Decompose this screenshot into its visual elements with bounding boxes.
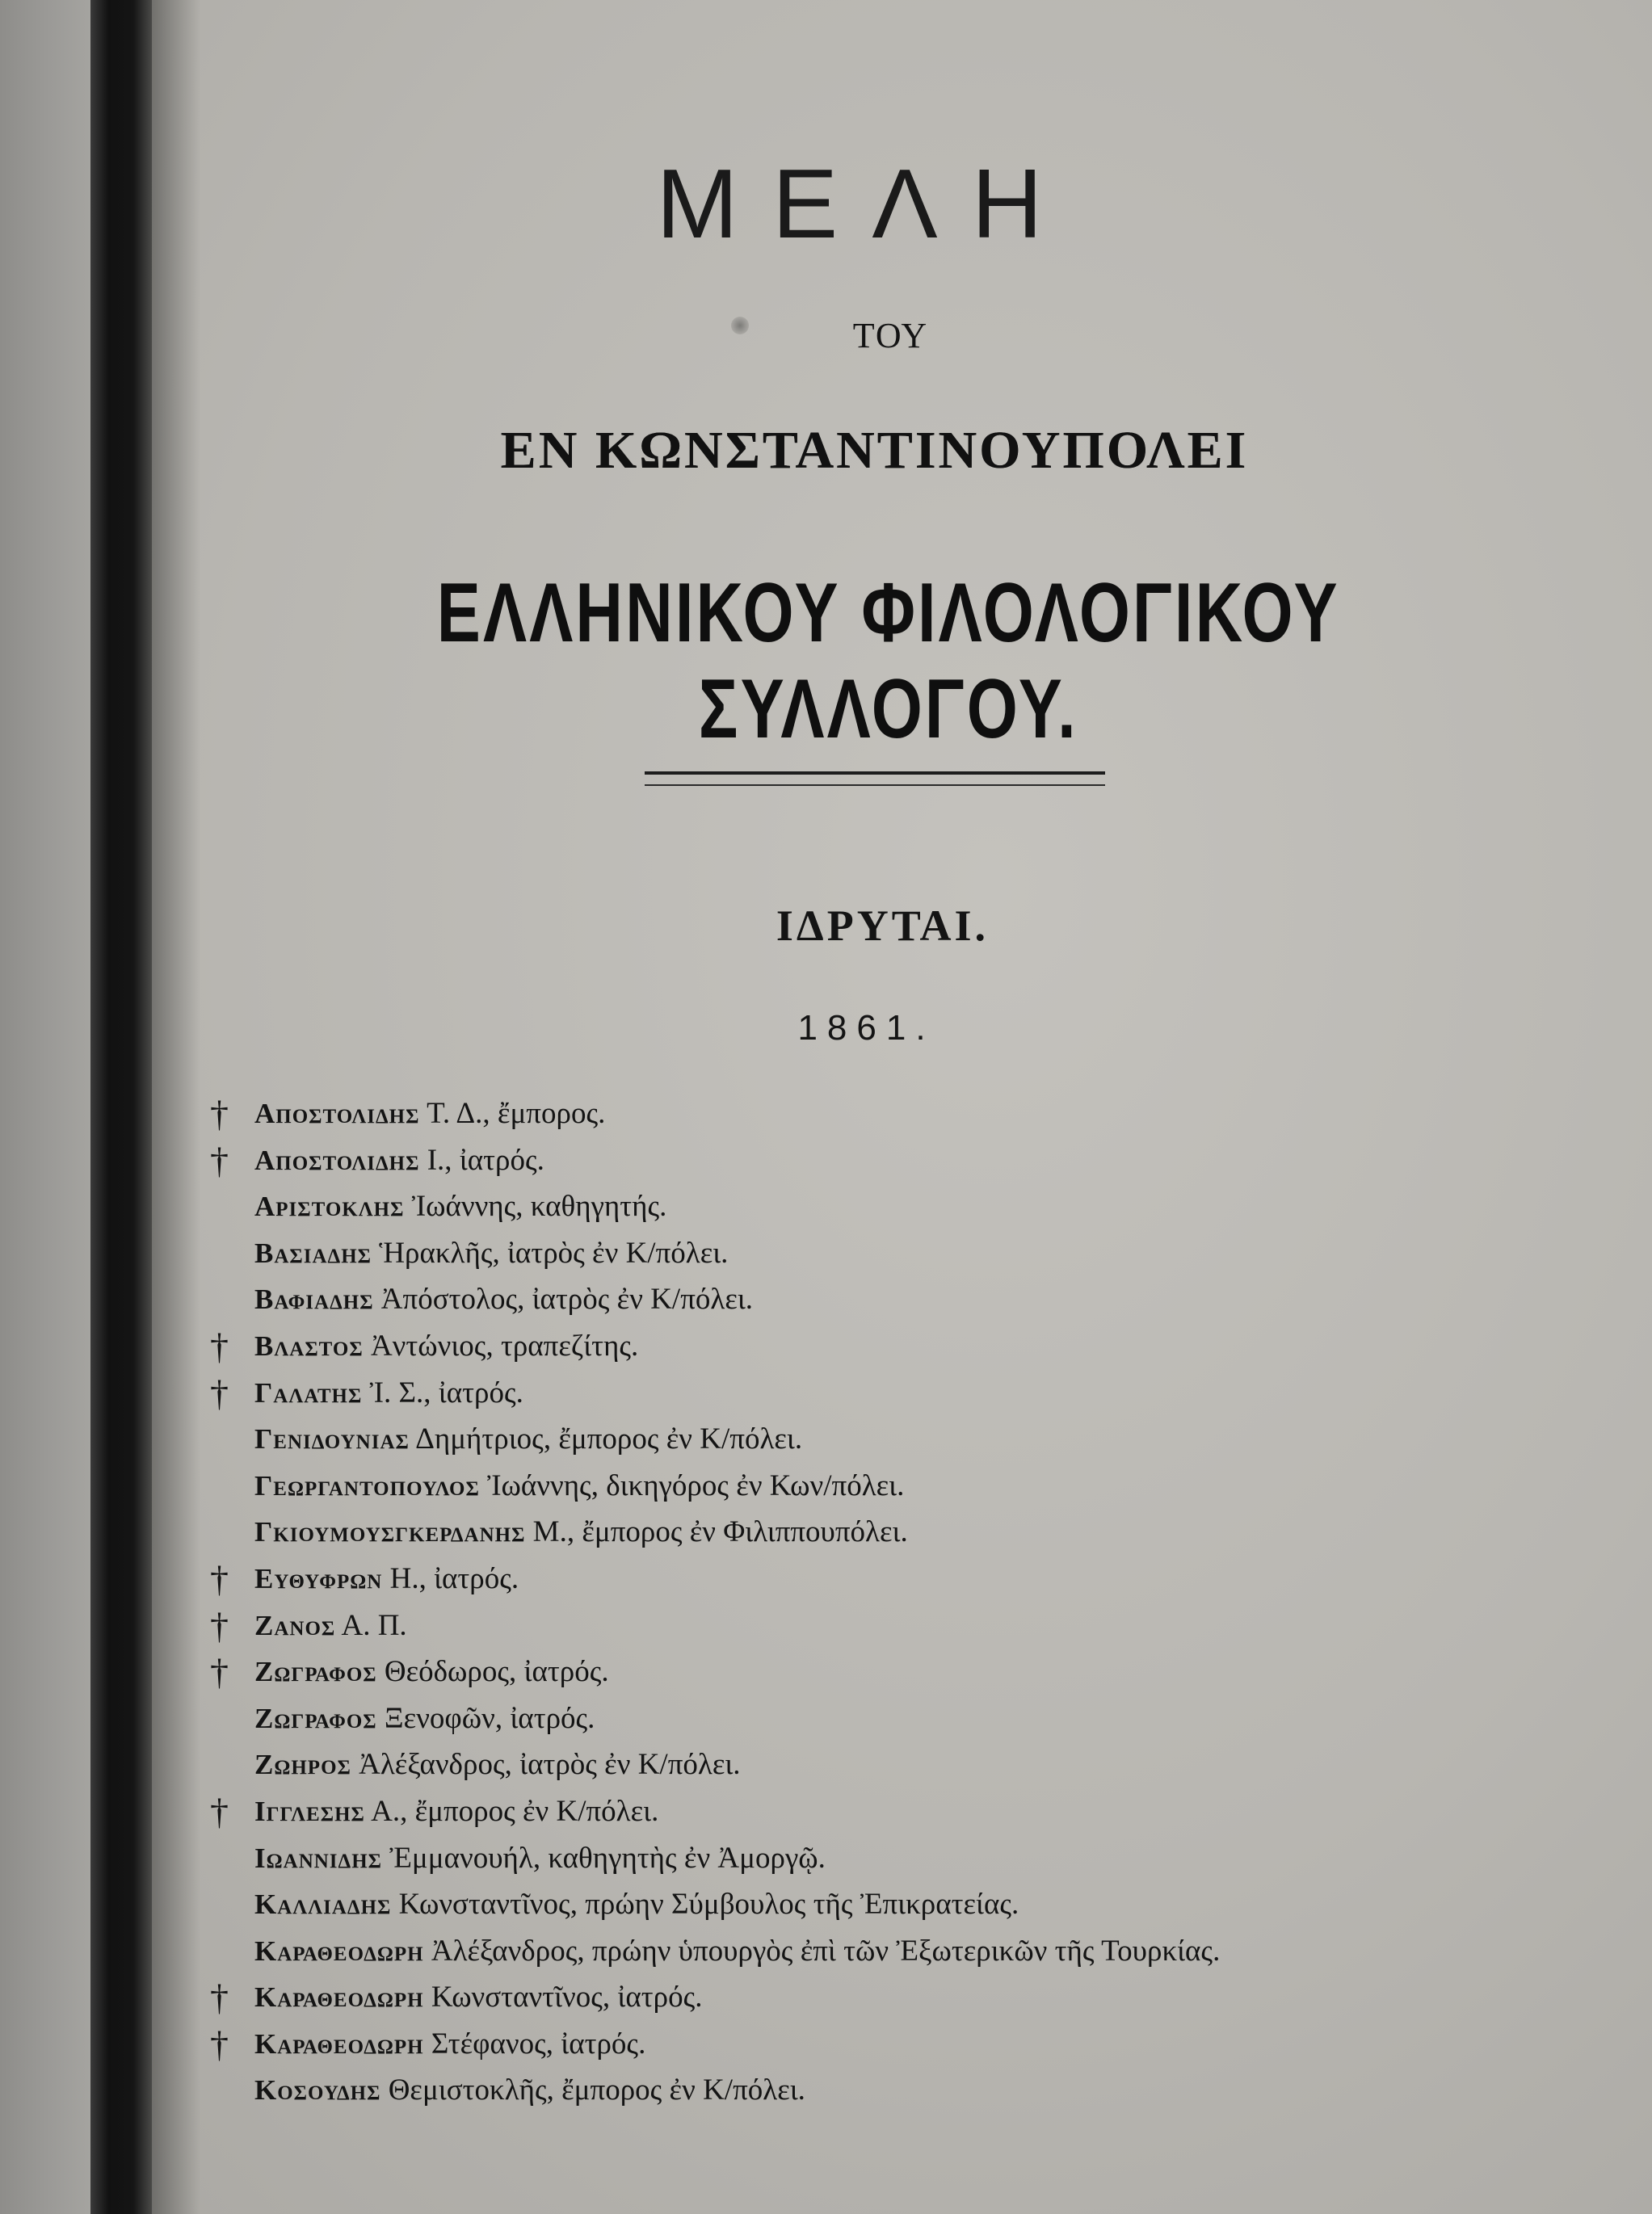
member-details: Ι., ἰατρός. bbox=[427, 1143, 544, 1177]
member-surname: Ζανος bbox=[254, 1609, 336, 1641]
list-item bbox=[210, 1695, 1503, 1742]
member-details: Ἀλέξανδρος, πρώην ὑπουργὸς ἐπὶ τῶν Ἐξωτερικῶν τῆς Τουρκίας. bbox=[431, 1934, 1221, 1968]
member-surname: Βλαστος bbox=[254, 1330, 364, 1362]
list-item bbox=[210, 1974, 1503, 2021]
member-surname: Ιωαννιδης bbox=[254, 1842, 382, 1874]
member-surname: Ζωηρος bbox=[254, 1749, 351, 1781]
member-surname: Γεωργαντοπουλος bbox=[254, 1469, 480, 1502]
member-surname: Καραθεοδωρη bbox=[254, 1935, 424, 1967]
dagger-mark: † bbox=[210, 1093, 229, 1134]
member-surname: Καραθεοδωρη bbox=[254, 1981, 424, 2014]
member-surname: Κοσουδης bbox=[254, 2074, 381, 2107]
section-title: ΙΔΡΥΤΑΙ. bbox=[776, 901, 990, 950]
member-surname: Γενιδουνιας bbox=[254, 1423, 410, 1456]
member-surname: Γαλατης bbox=[254, 1376, 363, 1409]
list-item bbox=[210, 1741, 1503, 1788]
member-surname: Γκιουμουσγκερδανης bbox=[254, 1516, 526, 1548]
title-of: ΤΟΥ bbox=[852, 316, 929, 355]
dagger-mark: † bbox=[210, 1372, 229, 1414]
title-city: ΕΝ ΚΩΝΣΤΑΝΤΙΝΟΥΠΟΛΕΙ bbox=[500, 421, 1249, 480]
dagger-mark: † bbox=[210, 1325, 229, 1367]
member-list bbox=[210, 1090, 1503, 2114]
dagger-mark: † bbox=[210, 1977, 229, 2019]
member-surname: Καλλιαδης bbox=[254, 1888, 392, 1921]
member-details: Ἰωάννης, καθηγητής. bbox=[411, 1190, 667, 1224]
member-details: Ἀλέξανδρος, ἰατρὸς ἐν Κ/πόλει. bbox=[359, 1748, 741, 1782]
list-item bbox=[210, 1603, 1503, 1649]
list-item bbox=[210, 2021, 1503, 2068]
member-details: Α., ἔμπορος ἐν Κ/πόλει. bbox=[371, 1794, 659, 1828]
list-item bbox=[210, 1881, 1503, 1928]
member-surname: Αποστολιδης bbox=[254, 1098, 420, 1129]
list-item bbox=[210, 1370, 1503, 1417]
dagger-mark: † bbox=[210, 2023, 229, 2065]
dagger-mark: † bbox=[210, 1139, 229, 1181]
member-details: Θεμιστοκλῆς, ἔμπορος ἐν Κ/πόλει. bbox=[388, 2073, 805, 2107]
member-details: Τ. Δ., ἔμπορος. bbox=[427, 1097, 606, 1130]
list-item bbox=[210, 1416, 1503, 1463]
list-item bbox=[210, 1509, 1503, 1556]
member-details: Ἀντώνιος, τραπεζίτης. bbox=[370, 1329, 639, 1363]
list-item bbox=[210, 1835, 1503, 1882]
member-details: Η., ἰατρός. bbox=[389, 1561, 519, 1595]
member-details: Α. Π. bbox=[341, 1608, 407, 1642]
member-surname: Καραθεοδωρη bbox=[254, 2027, 424, 2060]
member-details: Ξενοφῶν, ἰατρός. bbox=[384, 1701, 595, 1735]
list-item bbox=[210, 1649, 1503, 1695]
member-details: Ἰωάννης, δικηγόρος ἐν Κων/πόλει. bbox=[487, 1468, 905, 1502]
list-item bbox=[210, 1230, 1503, 1277]
list-item bbox=[210, 2067, 1503, 2114]
list-item bbox=[210, 1556, 1503, 1603]
member-details: Μ., ἔμπορος ἐν Φιλιππουπόλει. bbox=[532, 1515, 908, 1549]
member-details: Κωνσταντῖνος, ἰατρός. bbox=[431, 1981, 703, 2014]
member-details: Ἡρακλῆς, ἰατρὸς ἐν Κ/πόλει. bbox=[379, 1236, 729, 1270]
member-surname: Ζωγραφος bbox=[254, 1702, 377, 1734]
member-details: Ἐμμανουήλ, καθηγητὴς ἐν Ἀμοργῷ. bbox=[389, 1841, 826, 1875]
page-title: ΜΕΛΗ bbox=[656, 149, 1077, 258]
member-surname: Βαφιαδης bbox=[254, 1283, 374, 1316]
member-details: Ἰ. Σ., ἰατρός. bbox=[369, 1376, 523, 1409]
member-details: Στέφανος, ἰατρός. bbox=[431, 2027, 646, 2061]
dagger-mark: † bbox=[210, 1790, 229, 1832]
list-item bbox=[210, 1323, 1503, 1370]
list-item bbox=[210, 1090, 1503, 1137]
section-year: 1861. bbox=[797, 1008, 935, 1048]
list-item bbox=[210, 1137, 1503, 1184]
list-item bbox=[210, 1183, 1503, 1230]
member-surname: Αποστολιδης bbox=[254, 1144, 420, 1176]
list-item bbox=[210, 1788, 1503, 1835]
list-item bbox=[210, 1276, 1503, 1323]
member-details: Κωνσταντῖνος, πρώην Σύμβουλος τῆς Ἐπικρατείας. bbox=[398, 1888, 1019, 1922]
member-details: Ἀπόστολος, ἰατρὸς ἐν Κ/πόλει. bbox=[380, 1283, 754, 1317]
title-society: ΕΛΛΗΝΙΚΟΥ ΦΙΛΟΛΟΓΙΚΟΥ ΣΥΛΛΟΓΟΥ. bbox=[436, 566, 1340, 756]
list-item bbox=[210, 1463, 1503, 1510]
list-item bbox=[210, 1928, 1503, 1975]
member-surname: Ζωγραφος bbox=[254, 1656, 377, 1688]
member-surname: Βασιαδης bbox=[254, 1237, 372, 1269]
dagger-mark: † bbox=[210, 1651, 229, 1693]
member-surname: Ευθυφρων bbox=[254, 1562, 383, 1594]
divider-rule bbox=[645, 771, 1105, 786]
dagger-mark: † bbox=[210, 1557, 229, 1599]
member-surname: Αριστοκλης bbox=[254, 1191, 405, 1223]
member-surname: Ιγγλεσης bbox=[254, 1795, 365, 1827]
dagger-mark: † bbox=[210, 1604, 229, 1646]
member-details: Θεόδωρος, ἰατρός. bbox=[384, 1655, 609, 1689]
member-details: Δημήτριος, ἔμπορος ἐν Κ/πόλει. bbox=[415, 1422, 803, 1456]
